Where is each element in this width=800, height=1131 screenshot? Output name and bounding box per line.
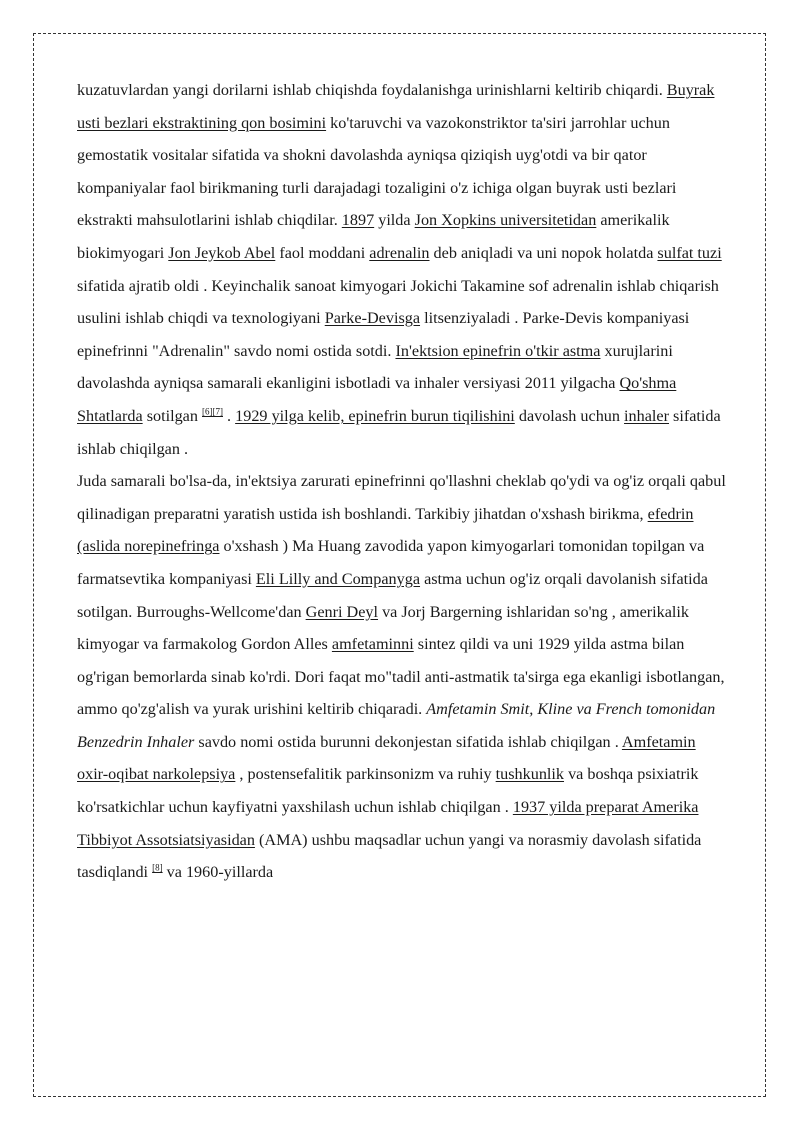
link-amphetamine-narcolepsy[interactable]: Amfetamin oxir-oqibat narkolepsiya	[77, 732, 696, 784]
link-adrenalin[interactable]: adrenalin	[369, 243, 430, 262]
link-united-states[interactable]: Qo'shma Shtatlarda	[77, 374, 677, 425]
link-johns-hopkins-university[interactable]: Jon Xopkins universitetidan	[414, 211, 597, 230]
link-injection-epinephrine-asthma[interactable]: In'ektsion epinefrin o'tkir astma	[395, 341, 601, 360]
italic-benzedrine-inhaler: Amfetamin Smit, Kline va French tomonidan Benzedrin Inhaler	[77, 700, 716, 751]
link-sulfate-salt[interactable]: sulfat tuzi	[657, 243, 722, 262]
reference-6-7[interactable]: [6][7]	[202, 406, 223, 417]
paragraph-ephedrine-amphetamine: Juda samarali bo'lsa-da, in'ektsiya zarurati epinefrinni qo'llashni cheklab qo'ydi va og'iz orqali qabul qilinadigan preparatni yaratish ustida ish boshlandi. Tarkibiy jihatdan o'xshash birikma, efedrin (aslida norepinefringa o'xshash ) Ma Huang zavodida yapon kimyogarlari tomonidan topilgan va farmatsevtika kompaniyasi Eli Lilly and Companyga astma uchun og'iz orqali davolanish sifatida sotilgan. Burroughs-Wellcome'dan Genri Deyl va Jorj Bargerning ishlaridan so'ng , amerikalik kimyogar va farmakolog Gordon Alles amfetaminni sintez qildi va uni 1929 yilda astma bilan og'rigan bemorlarda sinab ko'rdi. Dori faqat mo"tadil anti-astmatik ta'sirga ega ekanligi isbotlangan, ammo qo'zg'alish va yurak urishini keltirib chiqaradi. Amfetamin Smit, Kline va French tomonidan Benzedrin Inhaler savdo nomi ostida burunni dekonjestan sifatida ishlab chiqilgan . Amfetamin oxir-oqibat narkolepsiya , postensefalitik parkinsonizm va ruhiy tushkunlik va boshqa psixiatrik ko'rsatkichlar uchun kayfiyatni yaxshilash uchun ishlab chiqilgan . 1937 yilda preparat Amerika Tibbiyot Assotsiatsiyasidan (AMA) ushbu maqsadlar uchun yangi va norasmiy davolash sifatida tasdiqlandi [8] va 1960-yillarda	[77, 472, 726, 882]
link-1897[interactable]: 1897	[341, 211, 375, 230]
link-amphetamine[interactable]: amfetaminni	[331, 635, 414, 654]
link-ephedrine[interactable]: efedrin (aslida norepinefringa	[77, 504, 694, 556]
link-1929-nasal-congestion[interactable]: 1929 yilga kelib, epinefrin burun tiqilishini	[235, 406, 515, 425]
document-body	[77, 74, 727, 889]
link-inhaler[interactable]: inhaler	[624, 406, 669, 425]
reference-8[interactable]: [8]	[152, 862, 163, 873]
link-henry-dale[interactable]: Genri Deyl	[305, 602, 379, 621]
paragraph-adrenaline: kuzatuvlardan yangi dorilarni ishlab chiqishda foydalanishga urinishlarni keltirib chiqardi. Buyrak usti bezlari ekstraktining qon bosimini ko'taruvchi va vazokonstriktor ta'siri jarrohlar uchun gemostatik vositalar sifatida va shokni davolashda ayniqsa qiziqish uyg'otdi va bir qator kompaniyalar faol birikmaning turli darajadagi tozaligini o'z ichiga olgan buyrak usti bezlari ekstrakti mahsulotlarini ishlab chiqdilar. 1897 yilda Jon Xopkins universitetidan amerikalik biokimyogari Jon Jeykob Abel faol moddani adrenalin deb aniqladi va uni nopok holatda sulfat tuzi sifatida ajratib oldi . Keyinchalik sanoat kimyogari Jokichi Takamine sof adrenalin ishlab chiqarish usulini ishlab chiqdi va texnologiyani Parke-Devisga litsenziyaladi . Parke-Devis kompaniyasi epinefrinni "Adrenalin" savdo nomi ostida sotdi. In'ektsion epinefrin o'tkir astma xurujlarini davolashda ayniqsa samarali ekanligini isbotladi va inhaler versiyasi 2011 yilgacha Qo'shma Shtatlarda sotilgan [6][7] . 1929 yilga kelib, epinefrin burun tiqilishini davolash uchun inhaler sifatida ishlab chiqilgan .	[77, 81, 722, 458]
link-1937-ama[interactable]: 1937 yilda preparat Amerika Tibbiyot Assotsiatsiyasidan	[77, 798, 699, 849]
link-eli-lilly[interactable]: Eli Lilly and Companyga	[255, 569, 421, 588]
link-john-jacob-abel[interactable]: Jon Jeykob Abel	[168, 243, 276, 262]
link-depression[interactable]: tushkunlik	[495, 765, 565, 784]
link-adrenal-extract-blood-pressure[interactable]: Buyrak usti bezlari ekstraktining qon bosimini	[77, 81, 715, 132]
link-parke-davis[interactable]: Parke-Devisga	[324, 309, 421, 328]
